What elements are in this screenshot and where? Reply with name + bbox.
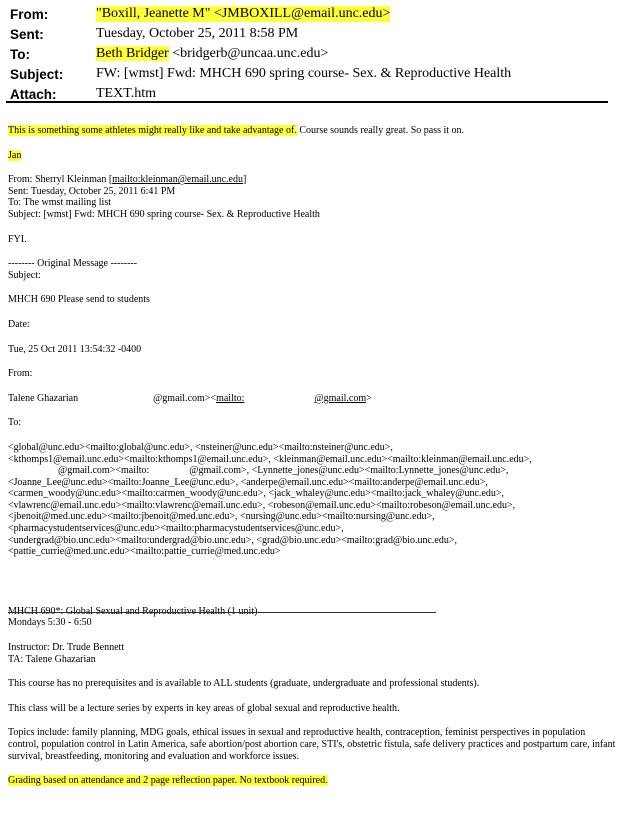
header-divider [6,101,608,103]
to-label-2: To: [8,417,22,429]
staff-info [8,642,618,665]
orig-subject-value: MHCH 690 Please send to students [8,294,150,306]
fwd-from-prefix: From: Sherryl Kleinman [ [8,174,113,186]
fwd-from-link[interactable]: mailto:kleinman@email.unc.edu [112,174,243,186]
attach-label: Attach: [10,86,57,102]
fwd-to: To: The wmst mailing list [8,197,112,209]
email-body [8,125,618,787]
to-name: Beth Bridger [96,46,169,61]
intro-line [8,125,618,137]
grading-text: Grading based on attendance and 2 page reflection paper. No textbook required. [8,775,328,787]
prereq-text: This course has no prerequisites and is available to ALL students (graduate, undergraduate and professional students). [8,678,480,690]
orig-subject-label: Subject: [8,269,41,281]
to-row [10,44,610,64]
fyi: FYI. [8,233,27,245]
forward-header [8,174,618,220]
sent-value: Tuesday, October 25, 2011 8:58 PM [96,26,299,41]
subject-value: FW: [wmst] Fwd: MHCH 690 spring course- Sex. & Reproductive Health [96,66,512,81]
from-label: From: [10,6,49,22]
signature-rule [8,612,436,613]
recipient-line: <pattie_currie@med.unc.edu><mailto:pattie_currie@med.unc.edu> [8,546,281,558]
to-email: <bridgerb@uncaa.unc.edu> [168,46,329,61]
course-time: Mondays 5:30 - 6:50 [8,617,92,629]
talene-end: > [366,392,372,404]
from-label-2: From: [8,368,33,380]
sent-row [10,24,610,44]
recipient-line: <carmen_woody@unc.edu><mailto:carmen_woody@unc.edu>, <jack_whaley@unc.edu><mailto:jack_whaley@unc.edu>, [8,488,504,500]
intro-highlight: This is something some athletes might really like and take advantage of. [8,125,297,136]
email-header [10,4,610,104]
orig-msg-separator: -------- Original Message -------- [8,258,138,270]
talene-link-a[interactable]: mailto: [216,392,245,404]
attach-value[interactable]: TEXT.htm [96,86,157,101]
subject-row [10,64,610,84]
instructor: Instructor: Dr. Trude Bennett [8,642,125,654]
recipient-line: <pharmacystudentservices@unc.edu><mailto:pharmacystudentservices@unc.edu>, [8,523,344,535]
topics-text: Topics include: family planning, MDG goals, ethical issues in sexual and reproductive health, contraception, feminist perspectives in population control, population control in Latin America, safe abortion/post abortion care, STI's, obstetric fistula, safe delivery practices and postpartum care, infant survival, breastfeeding, monitoring and evaluation and workforce issues. [8,727,616,762]
fwd-from-suffix: ] [243,174,247,186]
talene-link-b[interactable]: @gmail.com [314,392,367,404]
date-value: Tue, 25 Oct 2011 13:54:32 -0400 [8,343,142,355]
lecture-text: This class will be a lecture series by experts in key areas of global sexual and reproductive health. [8,702,400,714]
to-label: To: [10,46,30,62]
talene-name: Talene Ghazarian [8,392,79,404]
talene-email: @gmail.com>< [153,392,217,404]
talene-line [8,393,618,405]
recipient-list [8,442,618,558]
date-label: Date: [8,318,30,330]
ta: TA: Talene Ghazarian [8,653,96,665]
recipient-line: <jbenoit@med.unc.edu><mailto:jbenoit@med.unc.edu>, <nursing@unc.edu><mailto:nursing@unc.edu>, [8,511,435,523]
recipient-line: <vlawrenc@email.unc.edu><mailto:vlawrenc@email.unc.edu>, <robeson@email.unc.edu><mailto:robeson@email.unc.edu>, [8,499,516,511]
sent-label: Sent: [10,26,44,42]
recipient-line: <Joanne_Lee@unc.edu><mailto:Joanne_Lee@unc.edu>, <anderpe@email.unc.edu><mailto:anderpe@email.unc.edu>, [8,476,488,488]
recipient-line: @gmail.com><mailto: @gmail.com>, <Lynnette_jones@unc.edu><mailto:Lynnette_jones@unc.edu>, [8,465,509,477]
recipient-line: <global@unc.edu><mailto:global@unc.edu>, <nsteiner@unc.edu><mailto:nsteiner@unc.edu>, [8,441,393,453]
from-row [10,4,610,24]
fwd-sent: Sent: Tuesday, October 25, 2011 6:41 PM [8,185,176,197]
recipient-line: <kthomps1@email.unc.edu><mailto:kthomps1@email.unc.edu>, <kleinman@email.unc.edu><mailto:kleinman@email.unc.edu>, [8,453,532,465]
intro-rest: Course sounds really great. So pass it on. [296,125,465,136]
recipient-line: <undergrad@bio.unc.edu><mailto:undergrad@bio.unc.edu>, <grad@bio.unc.edu><mailto:grad@bio.unc.edu>, [8,534,457,546]
course-info [8,606,618,629]
fwd-subject: Subject: [wmst] Fwd: MHCH 690 spring course- Sex. & Reproductive Health [8,208,320,220]
from-value: "Boxill, Jeanette M" <JMBOXILL@email.unc.edu> [96,6,391,21]
subject-label: Subject: [10,66,64,82]
signoff: Jan [8,149,22,161]
